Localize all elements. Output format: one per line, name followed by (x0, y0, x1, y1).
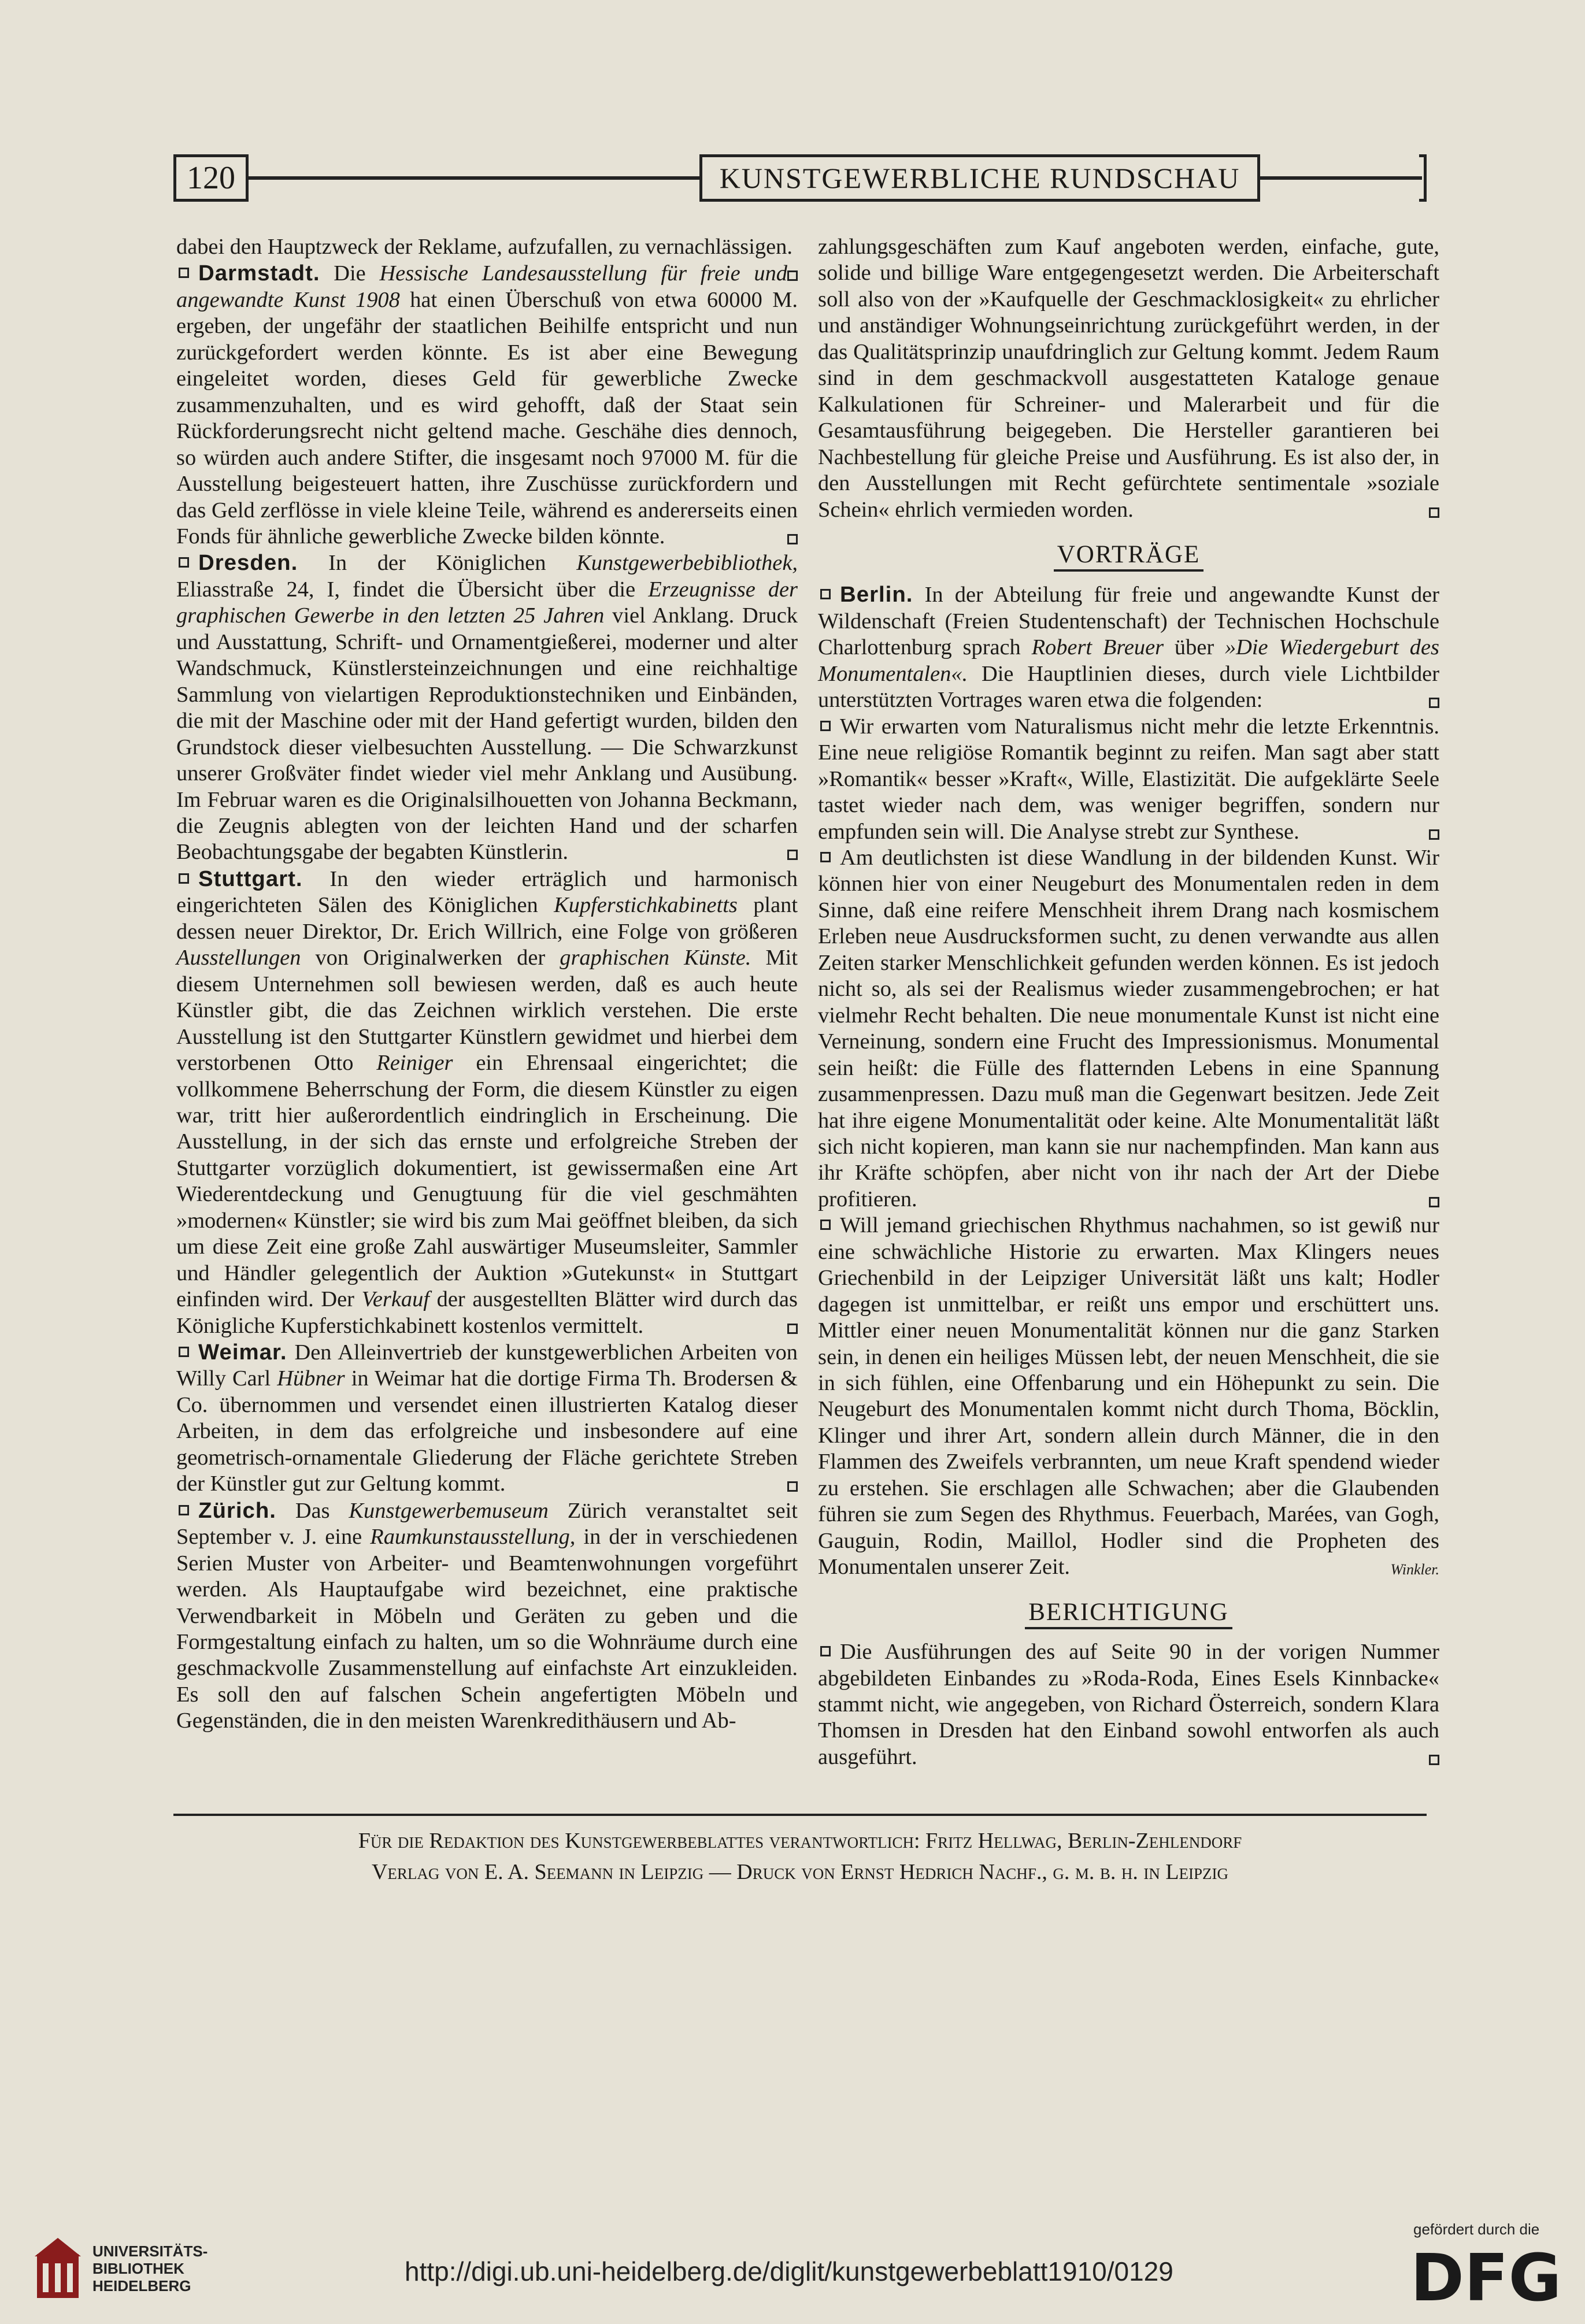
journal-title: KUNSTGEWERBLICHE RUNDSCHAU (699, 154, 1260, 202)
header-rule-right (1260, 176, 1422, 180)
paragraph: Am deutlichsten ist diese Wandlung in der bildenden Kunst. Wir können hier von einer Neugeburt des Monumentalen reden in dem Sinne, daß eine reifere Menschheit ihrem Drang nach kosmischem Erleben neue Ausdrucksformen sucht, zu denen verwandte aus allen Zeiten starker Menschlichkeit gefunden werden können. Es ist jedoch nicht so, als sei der Realismus wieder zusammengebrochen; er hat vielmehr Recht behalten. Die neue monumentale Kunst ist nicht eine Verneinung, sondern eine Frucht des Impressionismus. Monumental sein heißt: die Fülle des flatternden Lebens in eine Spannung zusammenpressen. Dazu muß man die Gegenwart besitzen. Jede Zeit hat ihre eigene Monumentalität oder keine. Alte Monumentalität läßt sich nicht kopieren, man kann sie nur nachempfinden. Man kann aus ihr Kräfte schöpfen, aber nicht von ihr nach der Art der Diebe profitieren. (818, 845, 1439, 1211)
square-bullet-icon (820, 721, 831, 731)
square-bullet-icon (820, 1220, 831, 1230)
source-url-link[interactable]: http://digi.ub.uni-heidelberg.de/diglit/kunstgewerbeblatt1910/0129 (405, 2256, 1173, 2286)
square-bullet-icon (179, 1347, 189, 1357)
square-bullet-icon (820, 589, 831, 599)
imprint-editor: Für die Redaktion des Kunstgewerbeblattes verantwortlich: Fritz Hellwag, Berlin-Zehlendorf (358, 1829, 1242, 1853)
paragraph: dabei den Hauptzweck der Reklame, aufzufallen, zu vernachlässigen. (176, 234, 798, 260)
end-mark-icon (787, 270, 798, 281)
paragraph: Wir erwarten vom Naturalismus nicht mehr die letzte Erkenntnis. Eine neue religiöse Romantik beginnt zu reifen. Man sagt aber statt »Romantik« besser »Kraft«, Wille, Elastizität. Die aufgeklärte Seele tastet wieder nach dem, was weniger begriffen, sondern nur empfunden sein will. Die Analyse strebt zur Synthese. (818, 714, 1439, 844)
news-darmstadt: Darmstadt. Die Hessische Landesausstellung für freie und angewandte Kunst 1908 hat einen Überschuß von etwa 60000 M. ergeben, der ungefähr der staatlichen Beihilfe entspricht und nun zurückgefordert werden könnte. Es ist aber eine Bewegung eingeleitet worden, dieses Geld für gewerbliche Zwecke zusammenzuhalten, und es wird gehofft, daß der Staat sein Rückforderungsrecht nicht geltend mache. Geschähe dies dennoch, so würden auch andere Stifter, die insgesamt noch 97000 M. für die Ausstellung beigesteuert hatten, ihre Zuschüsse zurückfordern und das Geld zerflösse in viele kleine Teile, während es andererseits einen Fonds für ähnliche gewerbliche Zwecke bilden könnte. (176, 261, 798, 548)
university-library-name: UNIVERSITÄTS- BIBLIOTHEK HEIDELBERG (92, 2243, 208, 2295)
end-mark-icon (1429, 698, 1439, 708)
section-heading-berichtigung: BERICHTIGUNG (818, 1599, 1439, 1625)
paragraph: zahlungsgeschäften zum Kauf angeboten werden, einfache, gute, solide und billige Ware entgegengesetzt werden. Die Arbeiterschaft soll also von der »Kaufquelle der Geschmacklosigkeit« zu ehrlicher und anständiger Wohnungseinrichtung zurückgeführt werden, in der das Qualitätsprinzip unaufdringlich zur Geltung kommt. Jedem Raum sind in dem geschmackvoll ausgestatteten Kataloge genaue Kalkulationen für Schreiner- und Malerarbeit und für die Gesamtausführung beigegeben. Die Hersteller garantieren bei Nachbestellung für gleiche Preise und Ausführung. Es ist also der, in den Ausstellungen mit Recht gefürchtete sentimentale »soziale Schein« ehrlich vermieden worden. (818, 235, 1439, 522)
imprint-rule (173, 1814, 1427, 1816)
end-mark-icon (1429, 829, 1439, 840)
funded-by-label: gefördert durch die (1413, 2221, 1540, 2238)
running-header (173, 154, 1427, 202)
square-bullet-icon (820, 852, 831, 862)
university-library-logo-icon (35, 2237, 81, 2300)
news-weimar: Weimar. Den Alleinvertrieb der kunstgewerblichen Arbeiten von Willy Carl Hübner in Weimar hat die dortige Firma Th. Brodersen & Co. übernommen und versendet einen illustrierten Katalog dieser Arbeiten, in dem das erfolgreiche und insbesondere auf eine geometrisch-ornamentale Gliederung der Fläche gerichtete Streben der Künstler gut zur Geltung kommt. (176, 1340, 798, 1496)
paragraph: Die Ausführungen des auf Seite 90 in der vorigen Nummer abgebildeten Einbandes zu »Roda-Roda, Eines Esels Kinnbacke« stammt nicht, wie angegeben, von Richard Österreich, sondern Klara Thomsen in Dresden hat den Einband sowohl entworfen als auch ausgeführt. (818, 1640, 1439, 1769)
square-bullet-icon (179, 557, 189, 568)
left-column (176, 234, 798, 1734)
paragraph: Will jemand griechischen Rhythmus nachahmen, so ist gewiß nur eine schwächliche Historie zu erwarten. Max Klingers neues Griechenbild in der Leipziger Universität läßt uns kalt; Hodler dagegen ist unmittelbar, er reißt uns empor und erschüttert uns. Mittler einer neuen Monumentalität können nur die ganz Starken sein, in denen ein heiliges Müssen lebt, der neuen Menschheit, die sie in sich fühlen, eine Offenbarung und ein Höhepunkt zu sein. Die Neugeburt des Monumentalen kommt nicht durch Thoma, Böcklin, Klinger und ihrer Art, sondern allein durch Männer, die in den Flammen des Zweifels verbrannten, um neue Kraft spendend wieder zu erstehen. Sie erschlagen alle Schwachen; aber die Glaubenden führen sie zum Segen des Rhythmus. Feuerbach, Marées, van Gogh, Gauguin, Rodin, Maillol, Hodler sind die Propheten des Monumentalen unserer Zeit. Winkler. (818, 1213, 1439, 1580)
section-heading-vortraege: VORTRÄGE (818, 542, 1439, 568)
svg-text:DFG: DFG (1410, 2243, 1562, 2306)
square-bullet-icon (820, 1646, 831, 1656)
imprint-publisher: Verlag von E. A. Seemann in Leipzig — Druck von Ernst Hedrich Nachf., g. m. b. h. in Leipzig (371, 1860, 1229, 1884)
header-rule-left (249, 176, 699, 180)
end-mark-icon (1429, 1755, 1439, 1765)
end-mark-icon (787, 850, 798, 860)
author-signature: Winkler. (1390, 1561, 1439, 1578)
dfg-logo-icon (1410, 2243, 1567, 2306)
end-mark-icon (787, 1481, 798, 1492)
square-bullet-icon (179, 1505, 189, 1515)
header-end-box (1419, 154, 1427, 202)
news-stuttgart: Stuttgart. In den wieder erträglich und harmonisch eingerichteten Sälen des Königlichen Kupferstichkabinetts plant dessen neuer Direktor, Dr. Erich Willrich, eine Folge von größeren Ausstellungen von Originalwerken der graphischen Künste. Mit diesem Unternehmen soll bewiesen werden, daß es auch heute Künstler gibt, die das Zeichnen wirklich verstehen. Die erste Ausstellung ist den Stuttgarter Künstlern gewidmet und hierbei dem verstorbenen Otto Reiniger ein Ehrensaal eingerichtet; die vollkommene Beherrschung der Form, die diesem Künstler zu eigen war, tritt hier außerordentlich eindringlich in Erscheinung. Die Ausstellung, in der sich das ernste und erfolgreiche Streben der Stuttgarter vorzüglich dokumentiert, ist gewissermaßen eine Art Wiederentdeckung und Genugtuung für die viel geschmähten »modernen« Künstler; sie wird bis zum Mai geöffnet bleiben, da sich um diese Zeit eine große Zahl auswärtiger Museumsleiter, Sammler und Händler gelegentlich der Auktion »Gutekunst« in Stuttgart einfinden wird. Der Verkauf der ausgestellten Blätter wird durch das Königliche Kupferstichkabinett kostenlos vermittelt. (176, 866, 798, 1338)
square-bullet-icon (179, 873, 189, 884)
square-bullet-icon (179, 268, 189, 278)
news-dresden: Dresden. In der Königlichen Kunstgewerbebibliothek, Eliasstraße 24, I, findet die Übersicht über die Erzeugnisse der graphischen Gewerbe in den letzten 25 Jahren viel Anklang. Druck und Ausstattung, Schrift- und Ornamentgießerei, moderner und alter Wandschmuck, Künstlersteinzeichnungen und eine reichhaltige Sammlung von vielartigen Reproduktionstechniken und Einbänden, die mit der Maschine oder mit der Hand gefertigt wurden, bilden den Grundstock dieser vielbesuchten Ausstellung. — Die Schwarzkunst unserer Großväter findet wieder viel mehr Anklang und Ausübung. Im Februar waren es die Originalsilhouetten von Johanna Beckmann, die Zeugnis ablegten von der leichten Hand und der scharfen Beobachtungsgabe der begabten Künstlerin. (176, 550, 798, 865)
page-number: 120 (173, 154, 249, 202)
end-mark-icon (1429, 507, 1439, 518)
imprint (173, 1825, 1427, 1888)
end-mark-icon (787, 534, 798, 544)
news-berlin: Berlin. In der Abteilung für freie und angewandte Kunst der Wildenschaft (Freien Studentenschaft) der Technischen Hochschule Charlottenburg sprach Robert Breuer über »Die Wiedergeburt des Monumentalen«. Die Hauptlinien dieses, durch viele Lichtbilder unterstützten Vortrages waren etwa die folgenden: (818, 582, 1439, 713)
right-column (818, 234, 1439, 1770)
end-mark-icon (1429, 1197, 1439, 1207)
news-zurich: Zürich. Das Kunstgewerbemuseum Zürich veranstaltet seit September v. J. eine Raumkunstausstellung, in der in verschiedenen Serien Muster von Arbeiter- und Beamtenwohnungen vorgeführt werden. Als Hauptaufgabe wird bezeichnet, eine praktische Verwendbarkeit in Möbeln und Geräten zu geben und die Formgestaltung einfach zu halten, um so die Wohnräume durch eine geschmackvolle Zusammenstellung auf einfachste Art einzukleiden. Es soll den auf falschen Schein angefertigten Möbeln und Gegenständen, die in den meisten Warenkredithäusern und Ab- (176, 1498, 798, 1733)
end-mark-icon (787, 1324, 798, 1334)
